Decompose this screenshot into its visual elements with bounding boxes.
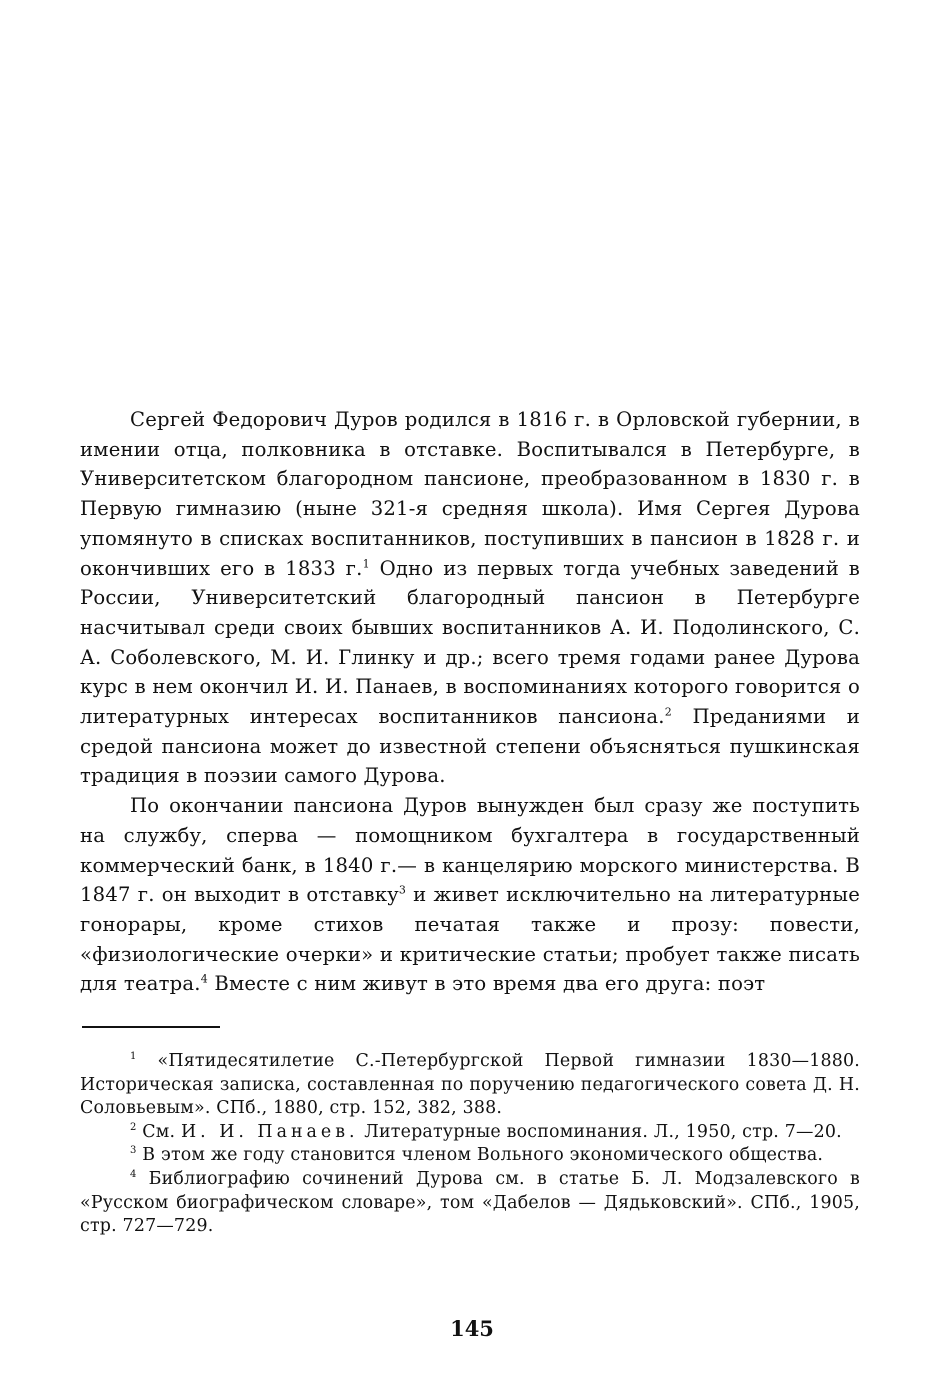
footnote-2-text: Литературные воспоминания. Л., 1950, стр. 7—20. <box>358 1121 842 1142</box>
paragraph-2-part-c: Вместе с ним живут в это время два его друга: поэт <box>207 972 766 996</box>
footnote-4-text: Библиографию сочинений Дурова см. в статье Б. Л. Модзалевского в «Русском биографическом словаре», том «Дабелов — Дядьковский». СПб., 1905, стр. 727—729. <box>80 1168 860 1237</box>
footnote-2 <box>80 1121 860 1145</box>
page-number: 145 <box>450 1316 494 1341</box>
paragraph-2-part-b: и живет исключительно на литературные гонорары, кроме стихов печатая также и прозу: повести, «физиологические очерки» и критические статьи; пробует также писать для театра. <box>80 883 861 996</box>
footnote-2-author: И. И. Панаев. <box>180 1121 359 1142</box>
paragraph-2-part-a: По окончании пансиона Дуров вынужден был сразу же поступить на службу, сперва — помощником бухгалтера в государственный коммерческий банк, в 1840 г.— в канцелярию морского министерства. В 1847 г. он выходит в отставку <box>80 794 860 907</box>
footnotes <box>80 1050 860 1239</box>
footnote-ref-3: 3 <box>398 883 407 897</box>
footnote-3-text: В этом же году становится членом Вольного экономического общества. <box>136 1145 824 1166</box>
paragraph-1-part-c: Преданиями и средой пансиона может до известной степени объясняться пушкинская традиция в поэзии самого Дурова. <box>80 705 860 788</box>
footnote-2-prefix: См. <box>136 1121 181 1142</box>
footnote-4 <box>80 1168 860 1239</box>
footnote-1-number: 1 <box>130 1051 137 1063</box>
footnote-ref-2: 2 <box>664 705 672 719</box>
main-text <box>80 405 860 999</box>
paragraph-1-part-a: Сергей Федорович Дуров родился в 1816 г. в Орловской губернии, в имении отца, полковника в отставке. Воспитывался в Петербурге, в Университетском благородном пансионе, преобразованном в 1830 г. в Первую гимназию (ныне 321-я средняя школа). Имя Сергея Дурова упомянуто в списках воспитанников, поступивших в пансион в 1828 г. и окончивших его в 1833 г. <box>80 408 860 580</box>
paragraph-2 <box>80 791 860 999</box>
paragraph-1-part-b: Одно из первых тогда учебных заведений в России, Университетский благородный пансион в Петербурге насчитывал среди своих бывших воспитанников А. И. Подолинского, С. А. Соболевского, М. И. Глинку и др.; всего тремя годами ранее Дурова курс в нем окончил И. И. Панаев, в воспоминаниях которого говорится о литературных интересах воспитанников пансиона. <box>80 556 861 729</box>
paragraph-1 <box>80 405 860 791</box>
footnote-3-number: 3 <box>130 1145 137 1157</box>
footnote-4-number: 4 <box>130 1169 137 1181</box>
footnote-ref-4: 4 <box>200 972 208 986</box>
footnote-3 <box>80 1144 860 1168</box>
footnote-divider <box>82 1026 220 1028</box>
footnote-1-text: «Пятидесятилетие С.-Петербургской Первой гимназии 1830—1880. Историческая записка, составленная по поручению педагогического совета Д. Н. Соловьевым». СПб., 1880, стр. 152, 382, 388. <box>80 1051 860 1119</box>
footnote-2-number: 2 <box>130 1121 137 1133</box>
footnote-ref-1: 1 <box>362 556 370 570</box>
footnote-1 <box>80 1050 860 1121</box>
